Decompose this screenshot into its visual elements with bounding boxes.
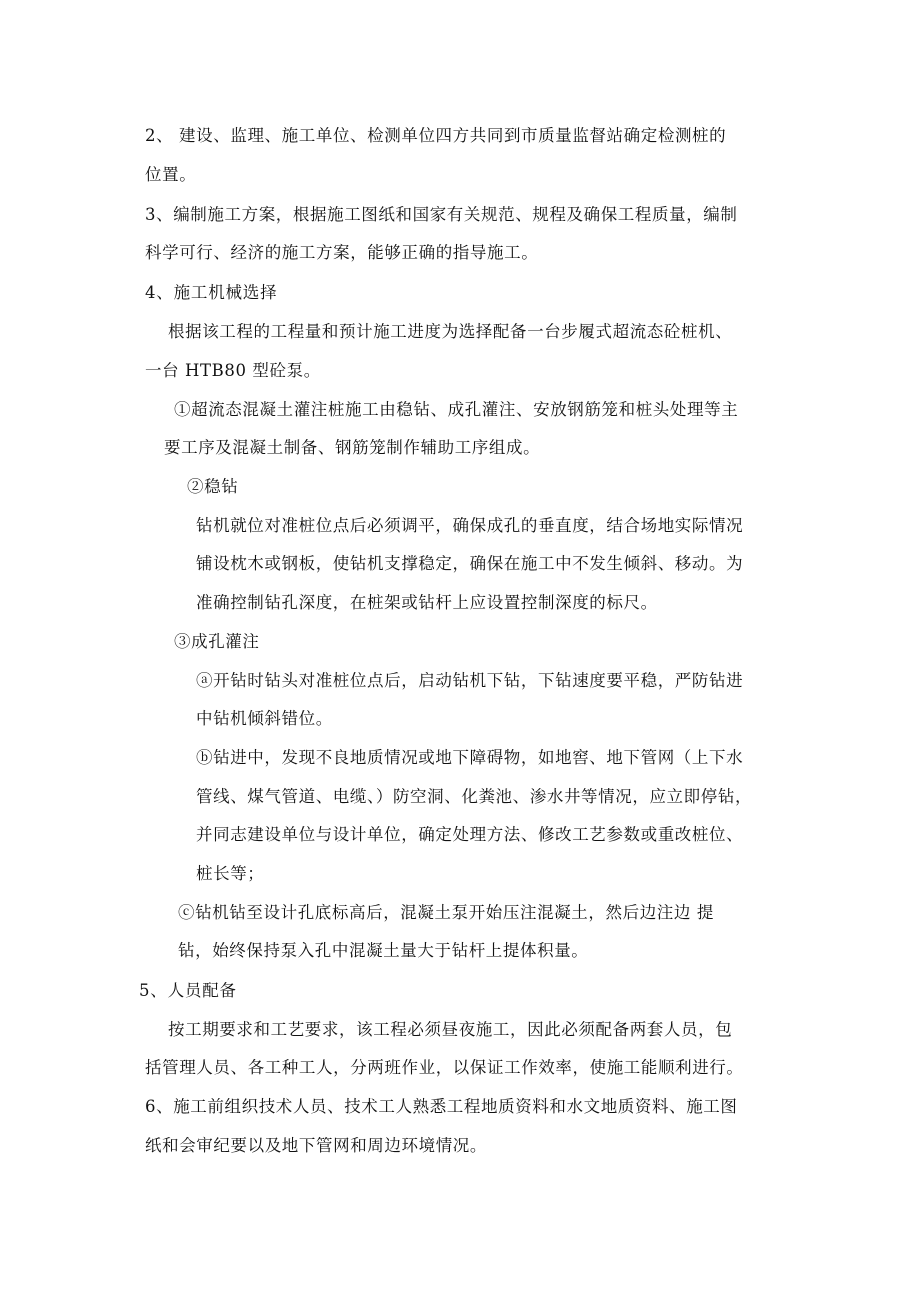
item-2-line-2: 位置。: [145, 165, 197, 184]
sub-c-line-2: 钻，始终保持泵入孔中混凝土量大于钻杆上提体积量。: [178, 941, 589, 960]
item-4-heading: 4、施工机械选择: [145, 283, 278, 302]
item-4-para-line-2: 一台 HTB80 型砼泵。: [145, 361, 321, 380]
item-3-line-1: 3、编制施工方案，根据施工图纸和国家有关规范、规程及确保工程质量，编制: [145, 205, 738, 224]
sub-c-line-1: ⓒ钻机钻至设计孔底标高后，混凝土泵开始压注混凝土，然后边注边 提: [178, 903, 714, 922]
sub-b-line-3: 并同志建设单位与设计单位，确定处理方法、修改工艺参数或重改桩位、: [196, 825, 744, 844]
sub-b-line-4: 桩长等；: [196, 864, 265, 883]
step-2-line-1: 钻机就位对准桩位点后必须调平，确保成孔的垂直度，结合场地实际情况: [196, 516, 744, 535]
step-1-line-1: ①超流态混凝土灌注桩施工由稳钻、成孔灌注、安放钢筋笼和桩头处理等主: [174, 400, 739, 419]
step-2-title: ②稳钻: [187, 477, 239, 496]
item-4-para-line-1: 根据该工程的工程量和预计施工进度为选择配备一台步履式超流态砼桩机、: [168, 322, 733, 341]
step-2-line-2: 铺设枕木或钢板，使钻机支撑稳定，确保在施工中不发生倾斜、移动。为: [196, 554, 744, 573]
item-3-line-2: 科学可行、经济的施工方案，能够正确的指导施工。: [145, 243, 539, 262]
item-5-line-2: 括管理人员、各工种工人，分两班作业，以保证工作效率，使施工能顺利进行。: [145, 1058, 744, 1077]
sub-b-line-2: 管线、煤气管道、电缆、）防空洞、化粪池、渗水井等情况，应立即停钻，: [196, 787, 753, 806]
step-2-line-3: 准确控制钻孔深度，在桩架或钻杆上应设置控制深度的标尺。: [196, 593, 658, 612]
step-1-line-2: 要工序及混凝土制备、钢筋笼制作辅助工序组成。: [164, 438, 541, 457]
sub-b-line-1: ⓑ钻进中，发现不良地质情况或地下障碍物，如地窖、地下管网（上下水: [196, 748, 744, 767]
step-3-title: ③成孔灌注: [174, 632, 260, 651]
item-2-line-1: 2、 建设、监理、施工单位、检测单位四方共同到市质量监督站确定检测桩的: [145, 126, 727, 145]
item-6-line-2: 纸和会审纪要以及地下管网和周边环境情况。: [145, 1136, 487, 1155]
item-5-line-1: 按工期要求和工艺要求，该工程必须昼夜施工，因此必须配备两套人员，包: [168, 1020, 733, 1039]
item-6-line-1: 6、施工前组织技术人员、技术工人熟悉工程地质资料和水文地质资料、施工图: [145, 1097, 738, 1116]
sub-a-line-2: 中钻机倾斜错位。: [196, 709, 333, 728]
item-5-heading: 5、人员配备: [139, 981, 237, 1000]
sub-a-line-1: ⓐ开钻时钻头对准桩位点后，启动钻机下钻，下钻速度要平稳，严防钻进: [196, 671, 744, 690]
